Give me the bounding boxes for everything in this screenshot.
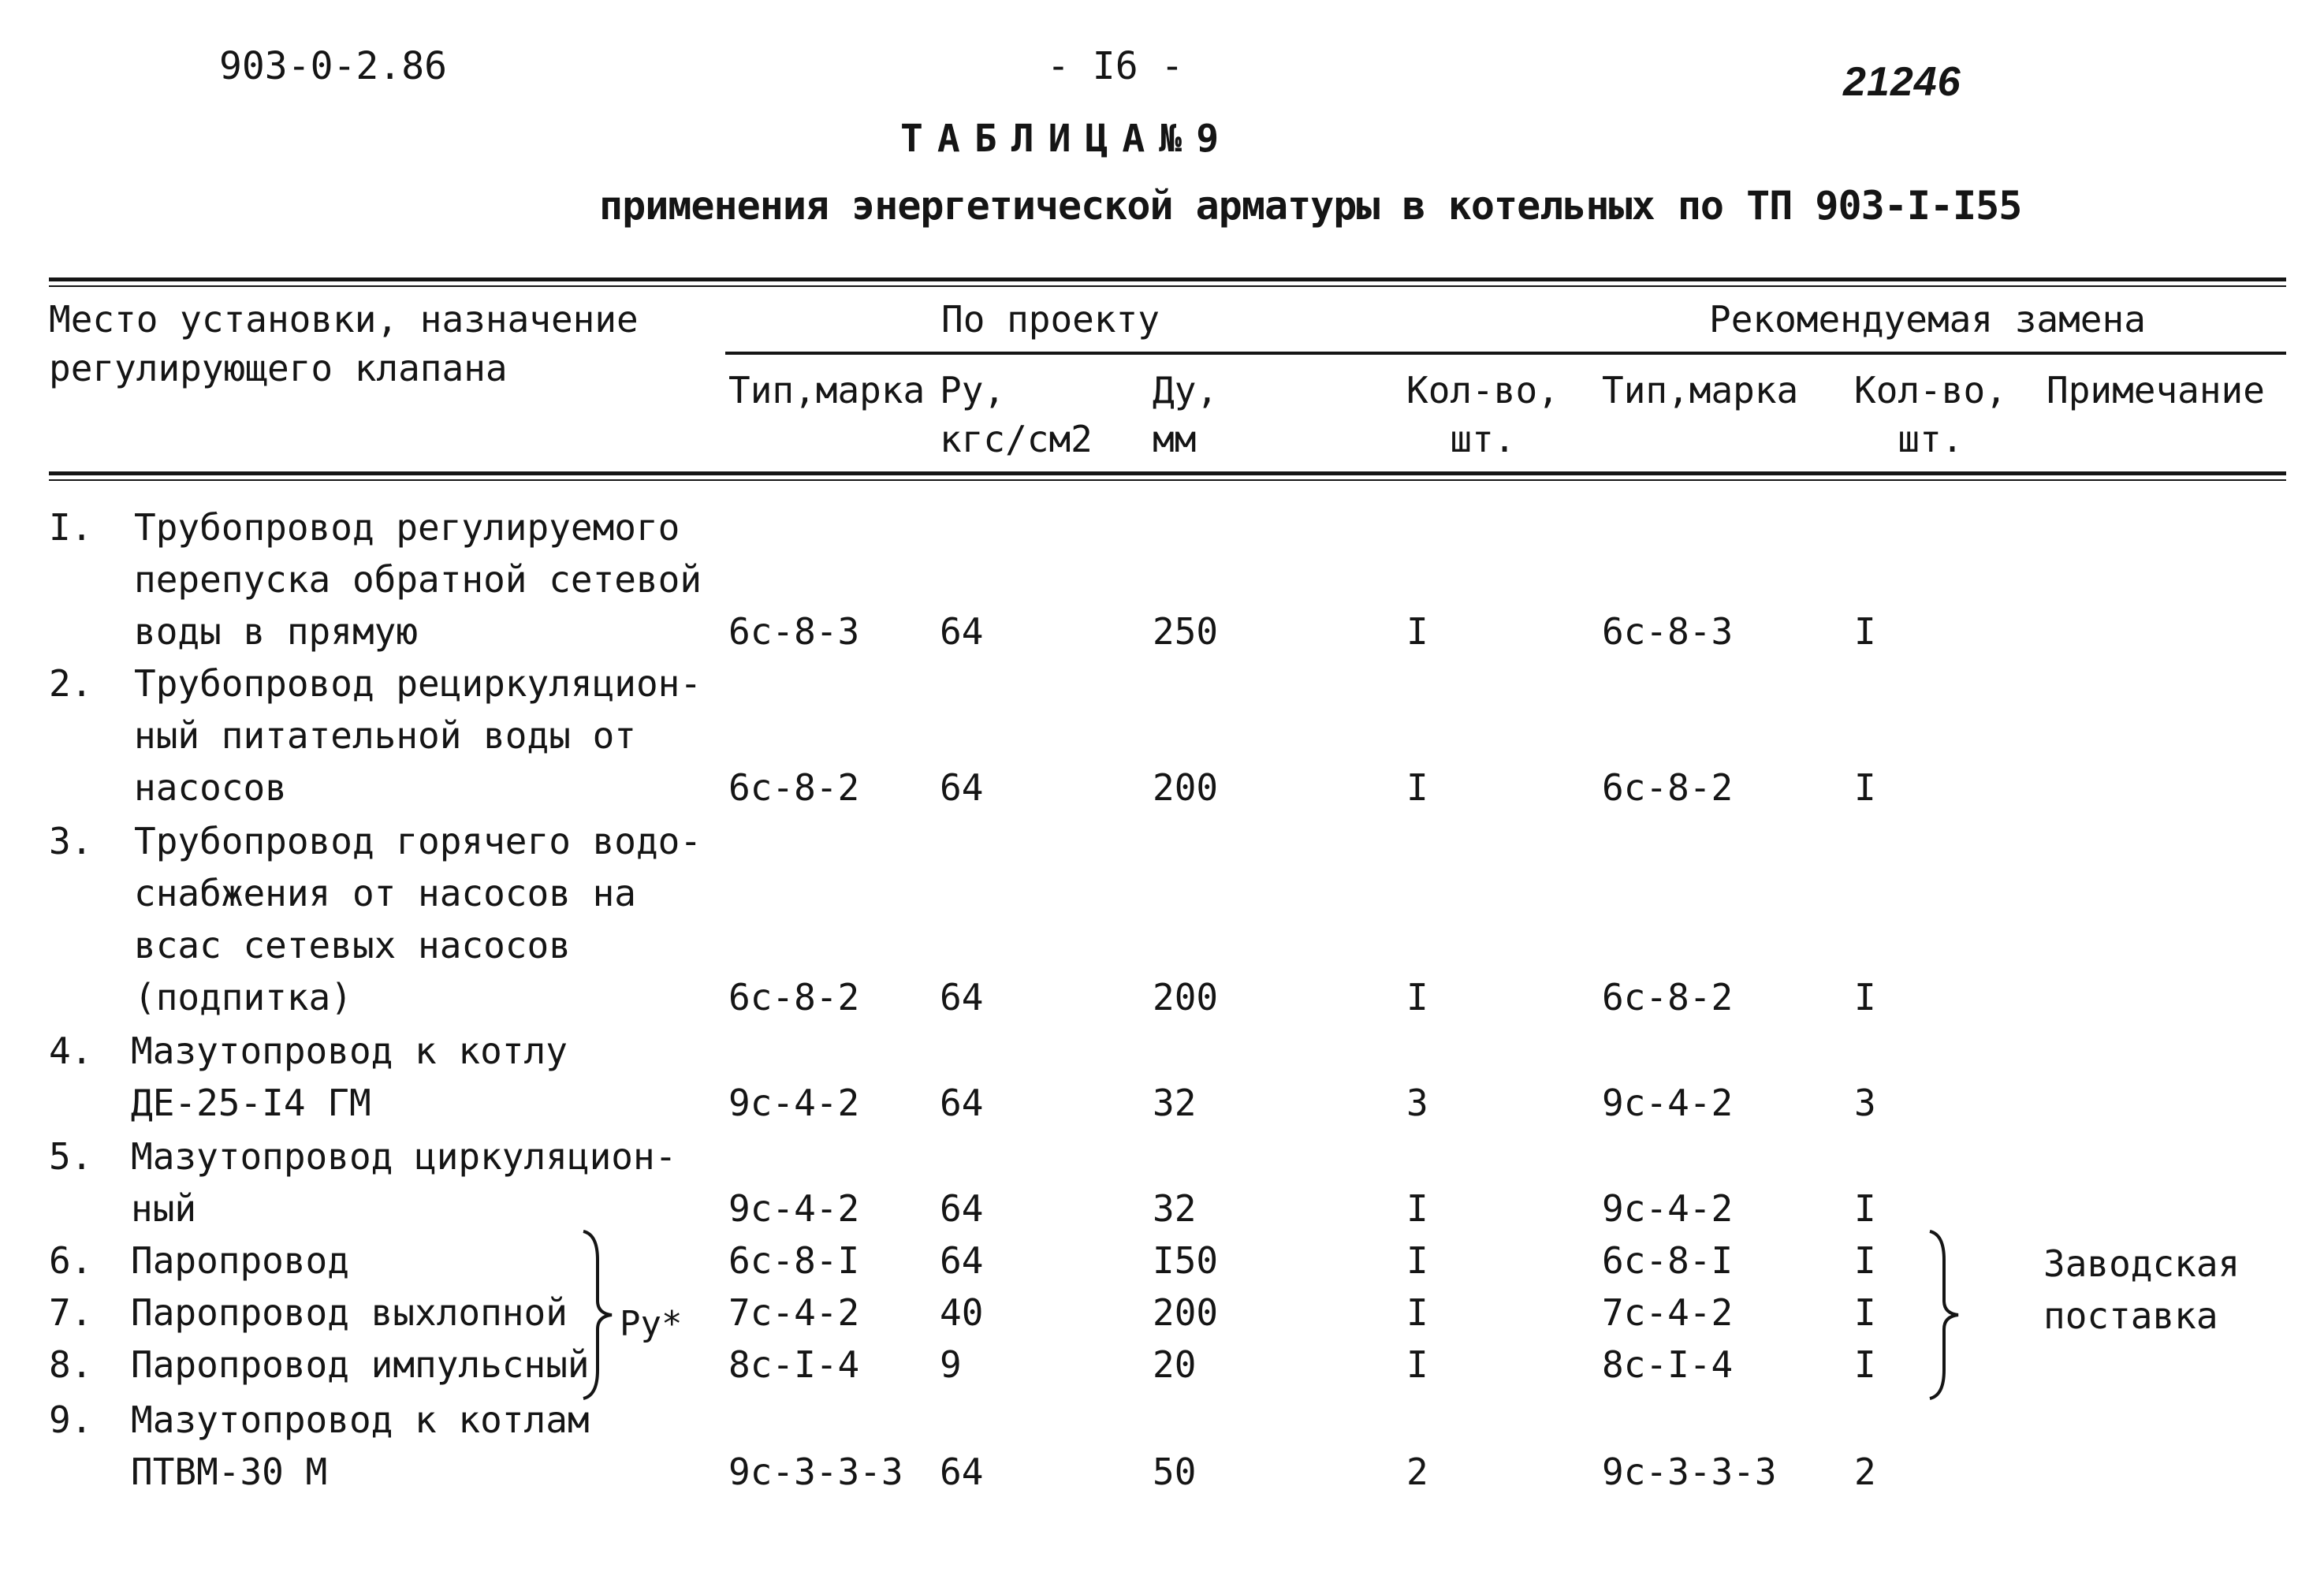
row-9-description-line2: ПТВМ-30 М [131,1451,328,1493]
row-7-number: 7. [49,1291,93,1334]
row-1-py: 64 [940,610,984,653]
column-header-qty-line2: шт. [1450,418,1516,460]
row-1-type-mark: 6с-8-3 [728,610,860,653]
document-code: 903-0-2.86 [219,44,447,88]
row-3-dy: 200 [1153,976,1219,1019]
row-4-qty: 3 [1406,1082,1428,1124]
column-header-py-line2: кгс/см2 [940,418,1093,460]
row-6-replacement-qty: I [1854,1239,1876,1282]
row-4-type-mark: 9с-4-2 [728,1082,860,1124]
column-header-dy-line2: мм [1153,418,1197,460]
row-6-dy: I50 [1153,1239,1219,1282]
row-3-replacement-qty: I [1854,976,1876,1019]
right-brace-icon [1927,1228,1966,1402]
row-6-description-line1: Паропровод [131,1239,349,1282]
row-1-description-line2: перепуска обратной сетевой [134,558,702,601]
row-5-py: 64 [940,1187,984,1230]
row-9-type-mark: 9с-3-3-3 [728,1451,903,1493]
row-4-replacement-qty: 3 [1854,1082,1876,1124]
table-title: ТАБЛИЦА№9 [900,117,1234,161]
row-3-description-line2: снабжения от насосов на [134,872,636,914]
group-header-project: По проекту [941,298,1160,341]
row-1-replacement-type-mark: 6с-8-3 [1602,610,1734,653]
row-1-description-line3: воды в прямую [134,610,419,653]
row-4-replacement-type-mark: 9с-4-2 [1602,1082,1734,1124]
row-2-py: 64 [940,766,984,809]
row-9-qty: 2 [1406,1451,1428,1493]
row-7-py: 40 [940,1291,984,1334]
note-line2: поставка [2043,1294,2218,1337]
row-6-replacement-type-mark: 6с-8-I [1602,1239,1734,1282]
group-header-rule [725,352,2286,355]
row-8-number: 8. [49,1343,93,1386]
row-7-qty: I [1406,1291,1428,1334]
row-2-replacement-type-mark: 6с-8-2 [1602,766,1734,809]
row-9-py: 64 [940,1451,984,1493]
row-9-number: 9. [49,1398,93,1441]
row-5-replacement-qty: I [1854,1187,1876,1230]
row-7-replacement-qty: I [1854,1291,1876,1334]
row-2-number: 2. [49,662,93,705]
header-bottom-rule-thin [49,479,2286,481]
row-3-number: 3. [49,820,93,862]
row-8-type-mark: 8с-I-4 [728,1343,860,1386]
row-2-description-line2: ный питательной воды от [134,714,636,757]
page-number: - I6 - [1047,44,1184,88]
row-2-qty: I [1406,766,1428,809]
column-header-replacement-qty-line1: Кол-во, [1854,369,2007,412]
row-8-qty: I [1406,1343,1428,1386]
row-3-replacement-type-mark: 6с-8-2 [1602,976,1734,1019]
column-header-replacement-qty-line2: шт. [1898,418,1964,460]
column-header-place-line2: регулирующего клапана [49,347,508,389]
row-9-replacement-qty: 2 [1854,1451,1876,1493]
row-7-description-line1: Паропровод выхлопной [131,1291,568,1334]
row-7-dy: 200 [1153,1291,1219,1334]
row-3-type-mark: 6с-8-2 [728,976,860,1019]
column-header-qty [1406,369,1559,460]
row-5-dy: 32 [1153,1187,1197,1230]
row-6-py: 64 [940,1239,984,1282]
note-line1: Заводская [2043,1242,2240,1285]
row-3-description-line4: (подпитка) [134,976,352,1019]
row-2-type-mark: 6с-8-2 [728,766,860,809]
table-subtitle: применения энергетической арматуры в котельных по ТП 903-I-I55 [599,183,2022,229]
column-header-note: Примечание [2047,369,2265,412]
row-5-replacement-type-mark: 9с-4-2 [1602,1187,1734,1230]
column-header-replacement-type-mark: Тип,марка [1602,369,1799,412]
row-3-description-line1: Трубопровод горячего водо- [134,820,702,862]
row-1-number: I. [49,506,93,549]
table-top-rule-thin [49,285,2286,287]
row-1-description-line1: Трубопровод регулируемого [134,506,680,549]
column-header-dy [1153,369,1218,460]
row-3-description-line3: всас сетевых насосов [134,924,571,966]
archive-stamp-number: 21246 [1843,59,1961,105]
row-8-dy: 20 [1153,1343,1197,1386]
row-4-description-line2: ДЕ-25-I4 ГМ [131,1082,371,1124]
row-5-number: 5. [49,1135,93,1178]
row-1-dy: 250 [1153,610,1219,653]
row-3-py: 64 [940,976,984,1019]
row-2-dy: 200 [1153,766,1219,809]
row-5-description-line2: ный [131,1187,197,1230]
pressure-group-label: Ру* [620,1304,683,1344]
row-8-replacement-qty: I [1854,1343,1876,1386]
row-7-replacement-type-mark: 7с-4-2 [1602,1291,1734,1334]
row-6-qty: I [1406,1239,1428,1282]
column-header-py-line1: Ру, [940,369,1006,412]
column-header-type-mark: Тип,марка [728,369,926,412]
row-4-description-line1: Мазутопровод к котлу [131,1030,568,1072]
row-9-description-line1: Мазутопровод к котлам [131,1398,590,1441]
row-9-dy: 50 [1153,1451,1197,1493]
column-header-dy-line1: Ду, [1153,369,1219,412]
row-6-type-mark: 6с-8-I [728,1239,860,1282]
row-4-py: 64 [940,1082,984,1124]
row-2-replacement-qty: I [1854,766,1876,809]
group-header-replacement: Рекомендуемая замена [1709,298,2146,341]
row-4-dy: 32 [1153,1082,1197,1124]
row-8-description-line1: Паропровод импульсный [131,1343,590,1386]
row-5-type-mark: 9с-4-2 [728,1187,860,1230]
row-1-replacement-qty: I [1854,610,1876,653]
row-5-description-line1: Мазутопровод циркуляцион- [131,1135,677,1178]
column-header-qty-line1: Кол-во, [1406,369,1559,412]
right-brace-icon [580,1228,620,1402]
table-top-rule [49,277,2286,281]
column-header-place-line1: Место установки, назначение [49,298,639,341]
row-2-description-line3: насосов [134,766,287,809]
row-3-qty: I [1406,976,1428,1019]
header-bottom-rule [49,471,2286,475]
row-1-qty: I [1406,610,1428,653]
row-6-number: 6. [49,1239,93,1282]
row-4-number: 4. [49,1030,93,1072]
row-2-description-line1: Трубопровод рециркуляцион- [134,662,702,705]
column-header-py [940,369,1093,460]
row-8-replacement-type-mark: 8с-I-4 [1602,1343,1734,1386]
row-9-replacement-type-mark: 9с-3-3-3 [1602,1451,1777,1493]
row-5-qty: I [1406,1187,1428,1230]
row-8-py: 9 [940,1343,962,1386]
column-header-place [49,298,639,389]
row-7-type-mark: 7с-4-2 [728,1291,860,1334]
column-header-replacement-qty [1854,369,2007,460]
